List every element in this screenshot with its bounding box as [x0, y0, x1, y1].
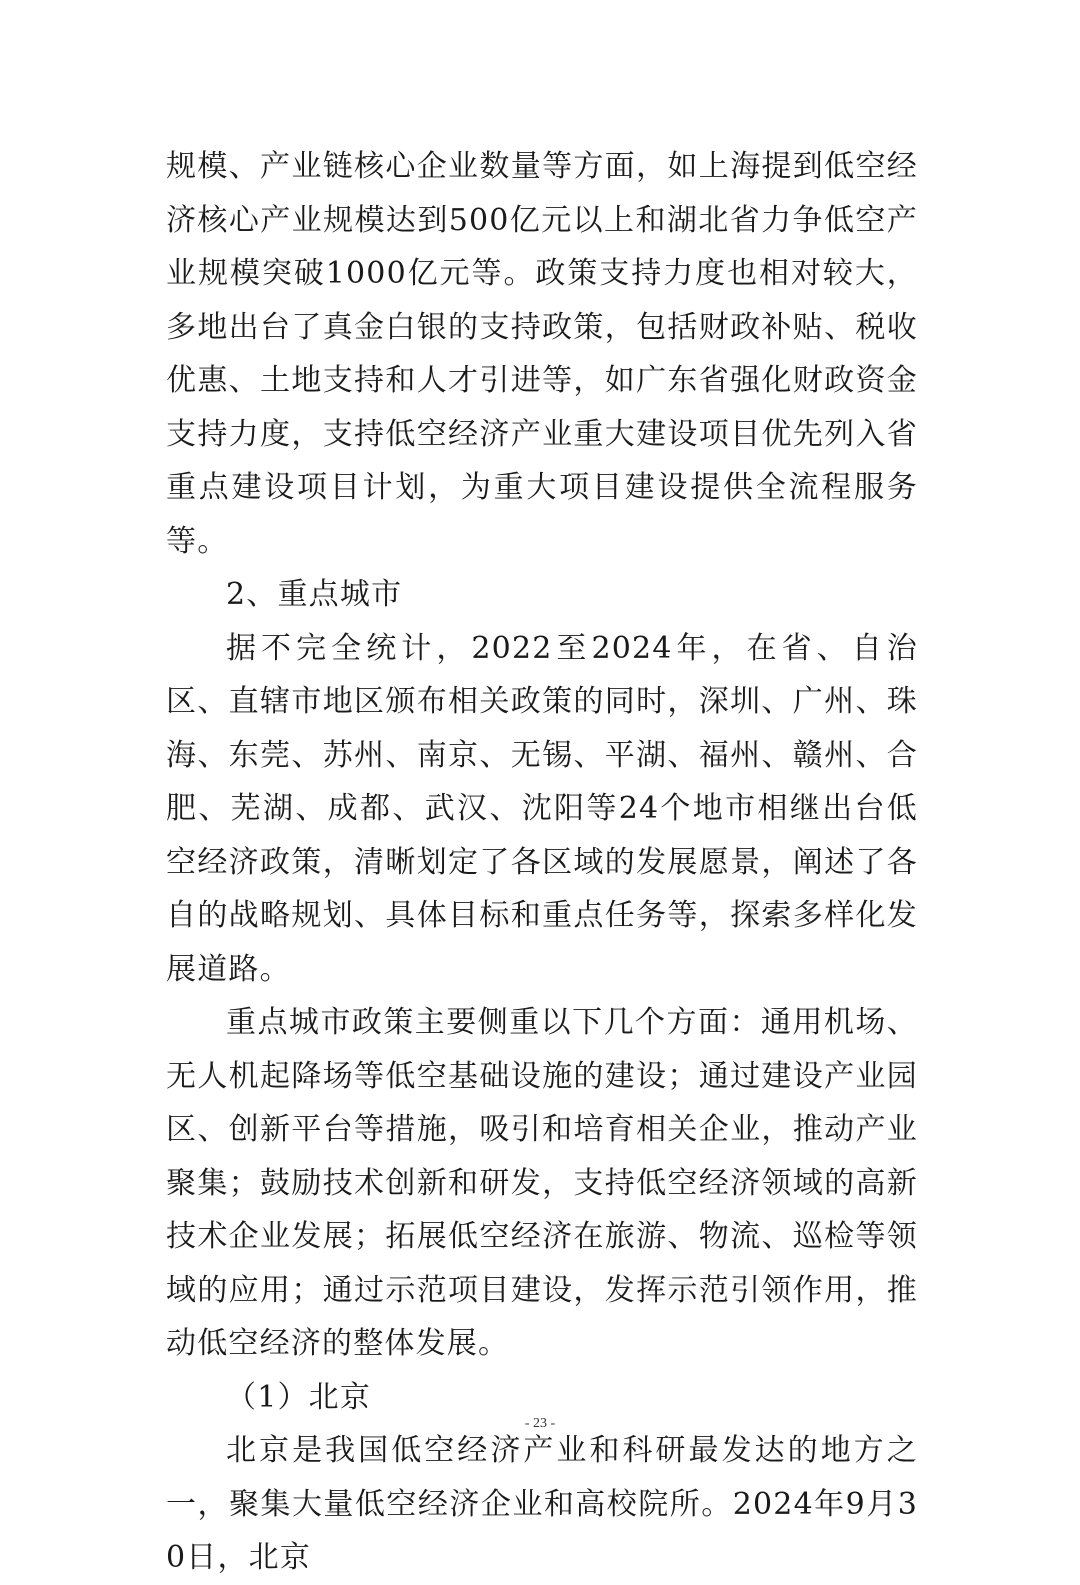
paragraph-city-policy-focus: 重点城市政策主要侧重以下几个方面：通用机场、无人机起降场等低空基础设施的建设；通过建设产业园区、创新平台等措施，吸引和培育相关企业，推动产业聚集；鼓励技术创新和研发，支持低空经济领域的高新技术企业发展；拓展低空经济在旅游、物流、巡检等领域的应用；通过示范项目建设，发挥示范引领作用，推动低空经济的整体发展。	[166, 1005, 918, 1361]
paragraph-policy-support: 规模、产业链核心企业数量等方面，如上海提到低空经济核心产业规模达到500亿元以上和湖北省力争低空产业规模突破1000亿元等。政策支持力度也相对较大，多地出台了真金白银的支持政策，包括财政补贴、税收优惠、土地支持和人才引进等，如广东省强化财政资金支持力度，支持低空经济产业重大建设项目优先列入省重点建设项目计划，为重大项目建设提供全流程服务等。	[166, 149, 918, 559]
paragraph-beijing: 北京是我国低空经济产业和科研最发达的地方之一，聚集大量低空经济企业和高校院所。2024年9月30日，北京	[166, 1433, 918, 1575]
paragraph-city-statistics: 据不完全统计，2022至2024年，在省、自治区、直辖市地区颁布相关政策的同时，深圳、广州、珠海、东莞、苏州、南京、无锡、平湖、福州、赣州、合肥、芜湖、成都、武汉、沈阳等24个地市相继出台低空经济政策，清晰划定了各区域的发展愿景，阐述了各自的战略规划、具体目标和重点任务等，探索多样化发展道路。	[166, 630, 918, 987]
page-body	[166, 140, 918, 1585]
subsection-heading-beijing: （1）北京	[226, 1379, 372, 1415]
page-number: - 23 -	[524, 1416, 556, 1431]
section-heading-key-cities: 2、重点城市	[226, 577, 403, 612]
